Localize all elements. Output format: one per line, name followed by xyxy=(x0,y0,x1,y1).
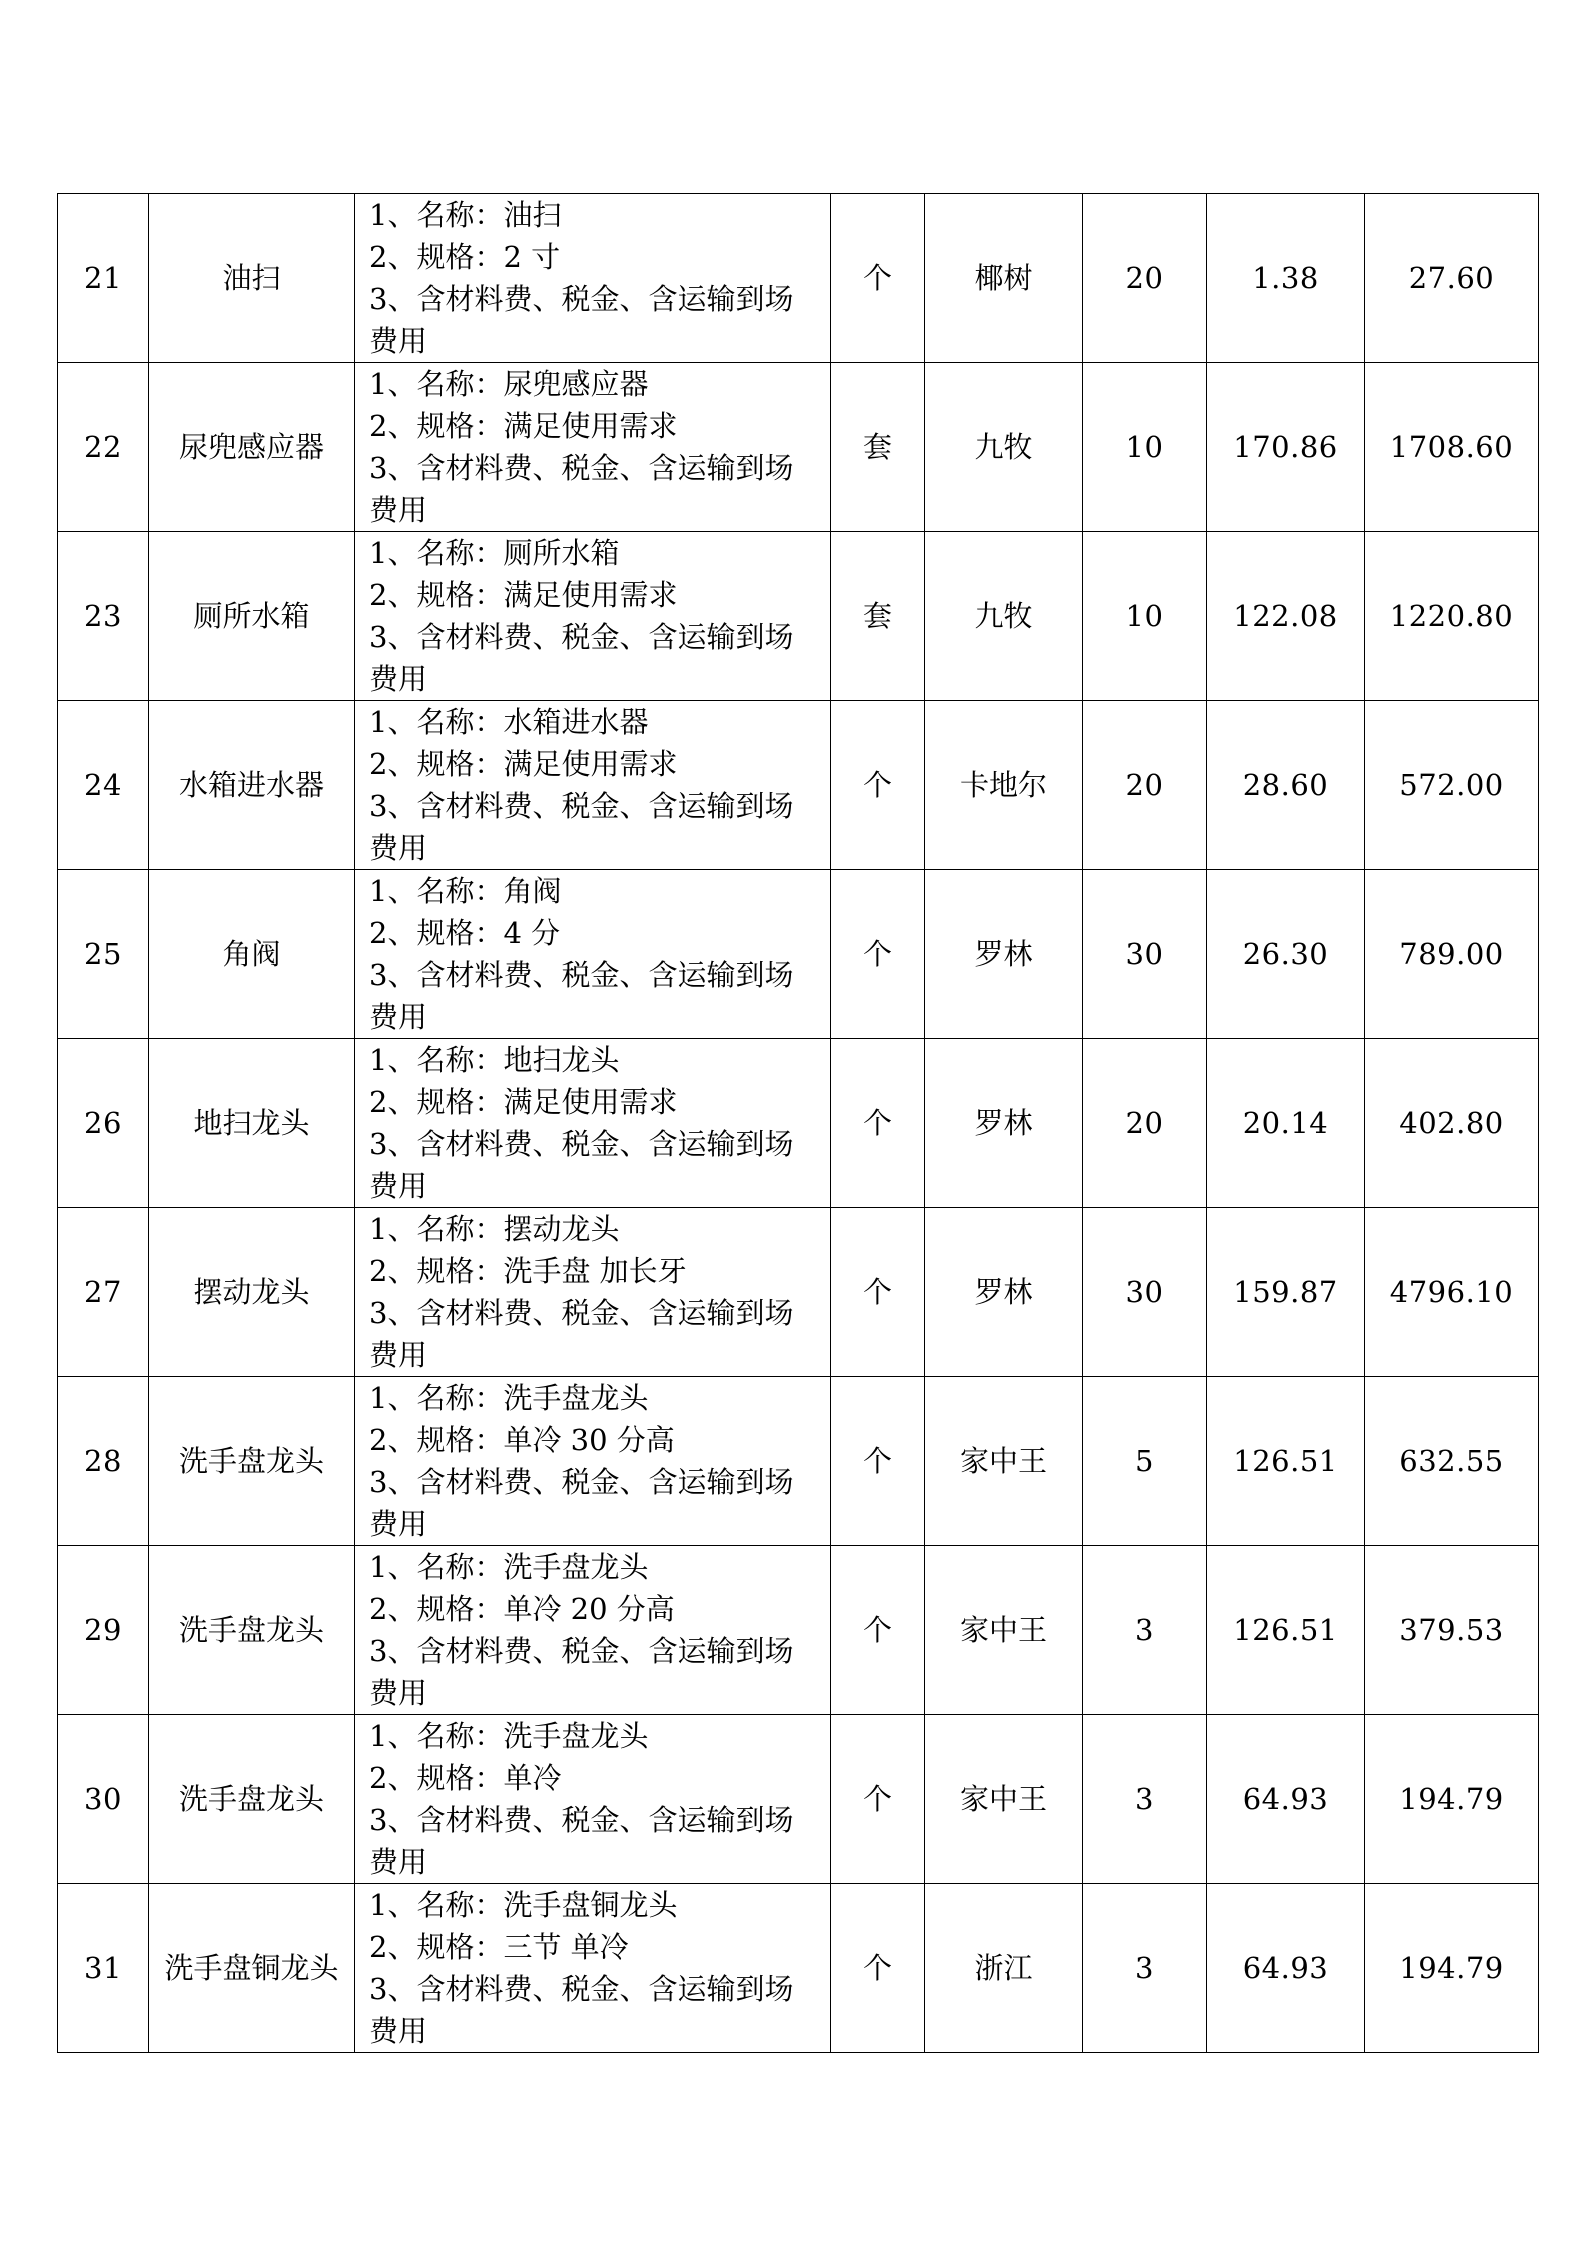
description-line: 3、含材料费、税金、含运输到场费用 xyxy=(369,620,794,696)
description-line: 3、含材料费、税金、含运输到场费用 xyxy=(369,1127,794,1203)
quantity-cell: 10 xyxy=(1083,363,1207,532)
item-number-cell: 31 xyxy=(58,1884,149,2053)
item-description-cell xyxy=(355,1715,831,1884)
item-name-cell: 角阀 xyxy=(149,870,355,1039)
total-price-cell: 789.00 xyxy=(1365,870,1539,1039)
item-description-cell xyxy=(355,363,831,532)
brand-cell: 家中王 xyxy=(925,1715,1083,1884)
description-line: 1、名称：洗手盘铜龙头 xyxy=(369,1888,678,1922)
description-line: 1、名称：厕所水箱 xyxy=(369,536,620,570)
item-name-cell: 厕所水箱 xyxy=(149,532,355,701)
quantity-cell: 30 xyxy=(1083,870,1207,1039)
description-line: 1、名称：洗手盘龙头 xyxy=(369,1550,649,1584)
item-description-cell xyxy=(355,870,831,1039)
description-line: 2、规格：单冷 xyxy=(369,1761,562,1795)
description-line: 2、规格：满足使用需求 xyxy=(369,409,678,443)
description-line: 3、含材料费、税金、含运输到场费用 xyxy=(369,282,794,358)
description-line: 1、名称：水箱进水器 xyxy=(369,705,649,739)
item-description-cell xyxy=(355,1884,831,2053)
unit-cell: 个 xyxy=(831,1039,925,1208)
description-line: 3、含材料费、税金、含运输到场费用 xyxy=(369,958,794,1034)
total-price-cell: 1708.60 xyxy=(1365,363,1539,532)
unit-cell: 套 xyxy=(831,532,925,701)
description-line: 1、名称：油扫 xyxy=(369,198,562,232)
item-name-cell: 地扫龙头 xyxy=(149,1039,355,1208)
table-row xyxy=(58,194,1539,363)
unit-cell: 个 xyxy=(831,1884,925,2053)
quantity-cell: 20 xyxy=(1083,1039,1207,1208)
table-row xyxy=(58,1546,1539,1715)
unit-price-cell: 159.87 xyxy=(1207,1208,1365,1377)
quantity-cell: 20 xyxy=(1083,194,1207,363)
total-price-cell: 194.79 xyxy=(1365,1715,1539,1884)
item-description-cell xyxy=(355,1546,831,1715)
brand-cell: 罗林 xyxy=(925,1208,1083,1377)
description-line: 1、名称：尿兜感应器 xyxy=(369,367,649,401)
total-price-cell: 402.80 xyxy=(1365,1039,1539,1208)
item-number-cell: 23 xyxy=(58,532,149,701)
unit-price-cell: 170.86 xyxy=(1207,363,1365,532)
table-row xyxy=(58,1377,1539,1546)
table-row xyxy=(58,363,1539,532)
unit-cell: 个 xyxy=(831,1208,925,1377)
quantity-cell: 30 xyxy=(1083,1208,1207,1377)
unit-cell: 个 xyxy=(831,1377,925,1546)
description-line: 3、含材料费、税金、含运输到场费用 xyxy=(369,1296,794,1372)
item-number-cell: 28 xyxy=(58,1377,149,1546)
quantity-cell: 20 xyxy=(1083,701,1207,870)
description-line: 3、含材料费、税金、含运输到场费用 xyxy=(369,1465,794,1541)
description-line: 2、规格：满足使用需求 xyxy=(369,578,678,612)
quantity-cell: 3 xyxy=(1083,1884,1207,2053)
table-row xyxy=(58,1715,1539,1884)
item-number-cell: 30 xyxy=(58,1715,149,1884)
description-line: 2、规格：4 分 xyxy=(369,916,561,950)
description-line: 3、含材料费、税金、含运输到场费用 xyxy=(369,451,794,527)
item-number-cell: 26 xyxy=(58,1039,149,1208)
item-name-cell: 洗手盘铜龙头 xyxy=(149,1884,355,2053)
item-name-cell: 摆动龙头 xyxy=(149,1208,355,1377)
item-number-cell: 25 xyxy=(58,870,149,1039)
table-row xyxy=(58,870,1539,1039)
item-description-cell xyxy=(355,532,831,701)
description-line: 2、规格：满足使用需求 xyxy=(369,1085,678,1119)
brand-cell: 卡地尔 xyxy=(925,701,1083,870)
brand-cell: 浙江 xyxy=(925,1884,1083,2053)
item-name-cell: 油扫 xyxy=(149,194,355,363)
table-row xyxy=(58,701,1539,870)
brand-cell: 家中王 xyxy=(925,1546,1083,1715)
unit-price-cell: 122.08 xyxy=(1207,532,1365,701)
unit-price-cell: 64.93 xyxy=(1207,1715,1365,1884)
item-number-cell: 24 xyxy=(58,701,149,870)
total-price-cell: 632.55 xyxy=(1365,1377,1539,1546)
item-number-cell: 27 xyxy=(58,1208,149,1377)
description-line: 3、含材料费、税金、含运输到场费用 xyxy=(369,789,794,865)
unit-price-cell: 26.30 xyxy=(1207,870,1365,1039)
unit-cell: 个 xyxy=(831,701,925,870)
table-row xyxy=(58,1039,1539,1208)
unit-cell: 个 xyxy=(831,1715,925,1884)
description-line: 2、规格：三节 单冷 xyxy=(369,1930,629,1964)
description-line: 2、规格：单冷 30 分高 xyxy=(369,1423,675,1457)
unit-cell: 个 xyxy=(831,1546,925,1715)
total-price-cell: 27.60 xyxy=(1365,194,1539,363)
brand-cell: 罗林 xyxy=(925,870,1083,1039)
unit-price-cell: 126.51 xyxy=(1207,1546,1365,1715)
item-name-cell: 洗手盘龙头 xyxy=(149,1377,355,1546)
item-name-cell: 尿兜感应器 xyxy=(149,363,355,532)
total-price-cell: 4796.10 xyxy=(1365,1208,1539,1377)
description-line: 1、名称：角阀 xyxy=(369,874,562,908)
item-number-cell: 22 xyxy=(58,363,149,532)
brand-cell: 九牧 xyxy=(925,363,1083,532)
brand-cell: 家中王 xyxy=(925,1377,1083,1546)
item-description-cell xyxy=(355,194,831,363)
unit-cell: 个 xyxy=(831,194,925,363)
item-description-cell xyxy=(355,1377,831,1546)
total-price-cell: 572.00 xyxy=(1365,701,1539,870)
description-line: 3、含材料费、税金、含运输到场费用 xyxy=(369,1803,794,1879)
unit-price-cell: 20.14 xyxy=(1207,1039,1365,1208)
description-line: 1、名称：洗手盘龙头 xyxy=(369,1719,649,1753)
unit-price-cell: 28.60 xyxy=(1207,701,1365,870)
quantity-cell: 10 xyxy=(1083,532,1207,701)
table-row xyxy=(58,1208,1539,1377)
item-name-cell: 洗手盘龙头 xyxy=(149,1715,355,1884)
description-line: 3、含材料费、税金、含运输到场费用 xyxy=(369,1972,794,2048)
total-price-cell: 379.53 xyxy=(1365,1546,1539,1715)
description-line: 2、规格：满足使用需求 xyxy=(369,747,678,781)
brand-cell: 罗林 xyxy=(925,1039,1083,1208)
description-line: 2、规格：单冷 20 分高 xyxy=(369,1592,675,1626)
item-description-cell xyxy=(355,1039,831,1208)
brand-cell: 九牧 xyxy=(925,532,1083,701)
item-name-cell: 水箱进水器 xyxy=(149,701,355,870)
brand-cell: 椰树 xyxy=(925,194,1083,363)
description-line: 1、名称：洗手盘龙头 xyxy=(369,1381,649,1415)
quantity-cell: 5 xyxy=(1083,1377,1207,1546)
description-line: 3、含材料费、税金、含运输到场费用 xyxy=(369,1634,794,1710)
description-line: 2、规格：2 寸 xyxy=(369,240,561,274)
description-line: 2、规格：洗手盘 加长牙 xyxy=(369,1254,687,1288)
unit-price-cell: 1.38 xyxy=(1207,194,1365,363)
total-price-cell: 194.79 xyxy=(1365,1884,1539,2053)
materials-price-table xyxy=(57,193,1539,2053)
item-number-cell: 29 xyxy=(58,1546,149,1715)
description-line: 1、名称：摆动龙头 xyxy=(369,1212,620,1246)
item-description-cell xyxy=(355,701,831,870)
table-row xyxy=(58,532,1539,701)
unit-cell: 个 xyxy=(831,870,925,1039)
unit-price-cell: 126.51 xyxy=(1207,1377,1365,1546)
item-name-cell: 洗手盘龙头 xyxy=(149,1546,355,1715)
quantity-cell: 3 xyxy=(1083,1715,1207,1884)
unit-cell: 套 xyxy=(831,363,925,532)
item-description-cell xyxy=(355,1208,831,1377)
quantity-cell: 3 xyxy=(1083,1546,1207,1715)
table-body xyxy=(58,194,1539,2053)
table-row xyxy=(58,1884,1539,2053)
total-price-cell: 1220.80 xyxy=(1365,532,1539,701)
item-number-cell: 21 xyxy=(58,194,149,363)
unit-price-cell: 64.93 xyxy=(1207,1884,1365,2053)
description-line: 1、名称：地扫龙头 xyxy=(369,1043,620,1077)
